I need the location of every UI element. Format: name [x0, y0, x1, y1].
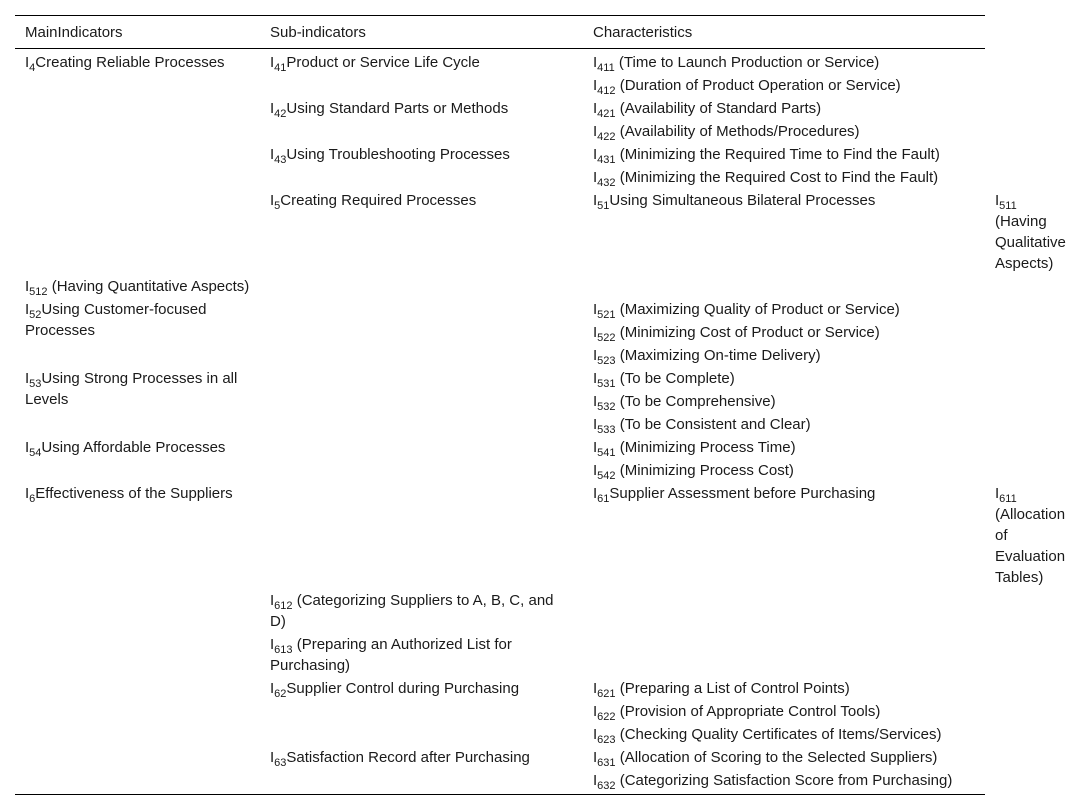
characteristic-cell-code: $I_{532}$ — [593, 393, 616, 413]
header-row — [15, 16, 985, 49]
sub-indicator-cell — [583, 189, 985, 298]
main-indicator-cell — [15, 49, 260, 276]
sub-indicator-cell-text: Satisfaction Record after Purchasing — [286, 749, 530, 766]
characteristic-cell-code: $I_{631}$ — [593, 749, 616, 769]
characteristic-cell-code: $I_{622}$ — [593, 703, 616, 723]
sub-indicator-cell-text: Using Troubleshooting Processes — [286, 146, 510, 163]
characteristic-cell-code: $I_{521}$ — [593, 301, 616, 321]
main-indicator-cell-code: $I_6$ — [25, 485, 36, 505]
table-row — [15, 49, 985, 75]
characteristic-cell-code-subscript: 522 — [597, 332, 616, 344]
characteristic-cell-text: (To be Complete) — [615, 370, 735, 387]
sub-indicator-cell-code: $I_{53}$ — [25, 370, 42, 390]
main-indicator-cell-code-subscript: 6 — [29, 493, 36, 505]
characteristic-cell-code: $I_{612}$ — [270, 592, 293, 612]
characteristic-cell-text: (Maximizing On-time Delivery) — [615, 347, 821, 364]
characteristic-cell-code-subscript: 612 — [274, 600, 293, 612]
characteristic-cell-text: (Allocation of Evaluation Tables) — [995, 506, 1066, 586]
main-indicator-cell-text: Effectiveness of the Suppliers — [35, 485, 233, 502]
characteristic-cell-code-subscript: 621 — [597, 688, 616, 700]
sub-indicator-cell — [260, 746, 583, 795]
characteristic-cell-text: (Preparing a List of Control Points) — [615, 680, 850, 697]
characteristic-cell — [583, 413, 985, 436]
characteristic-cell-code: $I_{523}$ — [593, 347, 616, 367]
characteristic-cell-code-subscript: 532 — [597, 401, 616, 413]
indicators-table — [15, 15, 1066, 795]
characteristic-cell-code: $I_{512}$ — [25, 278, 48, 298]
characteristic-cell-text: (Preparing an Authorized List for Purchasing) — [270, 636, 512, 674]
characteristic-cell-text: (Time to Launch Production or Service) — [614, 54, 880, 71]
characteristic-cell-text: (Having Qualitative Aspects) — [995, 213, 1066, 272]
sub-indicator-cell-code-subscript: 62 — [274, 688, 287, 700]
sub-indicator-cell-code-subscript: 53 — [29, 378, 42, 390]
characteristic-cell-text: (Minimizing Process Time) — [615, 439, 796, 456]
sub-indicator-cell-code: $I_{52}$ — [25, 301, 42, 321]
sub-indicator-cell-code: $I_{51}$ — [593, 192, 610, 212]
sub-indicator-cell-text: Supplier Assessment before Purchasing — [609, 485, 876, 502]
sub-indicator-cell — [260, 49, 583, 98]
sub-indicator-cell-text: Product or Service Life Cycle — [286, 54, 480, 71]
main-indicator-cell — [260, 189, 583, 589]
characteristic-cell — [583, 723, 985, 746]
characteristic-cell — [260, 589, 583, 633]
characteristic-cell-text: (To be Consistent and Clear) — [615, 416, 811, 433]
characteristic-cell — [583, 298, 985, 321]
sub-indicator-cell-text: Using Customer-focused Processes — [25, 301, 207, 339]
sub-indicator-cell — [15, 298, 260, 367]
characteristic-cell-text: (Duration of Product Operation or Service) — [615, 77, 901, 94]
characteristic-cell-code: $I_{412}$ — [593, 77, 616, 97]
characteristic-cell-code: $I_{613}$ — [270, 636, 293, 656]
sub-indicator-cell-code-subscript: 54 — [29, 447, 42, 459]
characteristic-cell-code: $I_{522}$ — [593, 324, 616, 344]
characteristic-cell — [583, 344, 985, 367]
sub-indicator-cell-code: $I_{43}$ — [270, 146, 287, 166]
characteristic-cell — [583, 390, 985, 413]
main-indicator-cell-code: $I_4$ — [25, 54, 36, 74]
characteristic-cell-text: (Having Quantitative Aspects) — [47, 278, 250, 295]
characteristic-cell-code-subscript: 421 — [597, 108, 616, 120]
characteristic-cell-code-subscript: 411 — [597, 62, 615, 74]
characteristic-cell-text: (Availability of Standard Parts) — [615, 100, 822, 117]
sub-indicator-cell-code-subscript: 63 — [274, 757, 287, 769]
main-indicator-cell-code-subscript: 4 — [29, 62, 36, 74]
characteristic-cell-code: $I_{541}$ — [593, 439, 616, 459]
sub-indicator-cell — [260, 143, 583, 189]
characteristic-cell — [583, 97, 985, 120]
characteristic-cell — [583, 49, 985, 75]
characteristic-cell-code: $I_{431}$ — [593, 146, 616, 166]
characteristic-cell-code-subscript: 431 — [597, 154, 616, 166]
sub-indicator-cell-code: $I_{61}$ — [593, 485, 610, 505]
sub-indicator-cell-code-subscript: 51 — [597, 200, 610, 212]
characteristic-cell-code: $I_{632}$ — [593, 772, 616, 792]
sub-indicator-cell-code: $I_{54}$ — [25, 439, 42, 459]
characteristic-cell — [583, 321, 985, 344]
characteristic-cell — [583, 700, 985, 723]
characteristic-cell-code: $I_{611}$ — [995, 485, 1017, 505]
header-sub-indicators: Sub-indicators — [260, 16, 583, 49]
characteristic-cell-code-subscript: 533 — [597, 424, 616, 436]
sub-indicator-cell-text: Using Standard Parts or Methods — [286, 100, 509, 117]
characteristic-cell-text: (Minimizing Cost of Product or Service) — [615, 324, 880, 341]
main-indicator-cell-text: Creating Reliable Processes — [35, 54, 225, 71]
characteristic-cell-code-subscript: 523 — [597, 355, 616, 367]
sub-indicator-cell — [583, 482, 985, 677]
characteristic-cell-code: $I_{533}$ — [593, 416, 616, 436]
characteristic-cell — [583, 746, 985, 769]
main-indicator-cell-text: Creating Required Processes — [280, 192, 477, 209]
characteristic-cell-text: (Categorizing Suppliers to A, B, C, and D) — [270, 592, 554, 630]
sub-indicator-cell-code: $I_{42}$ — [270, 100, 287, 120]
characteristic-cell-text: (Availability of Methods/Procedures) — [615, 123, 860, 140]
sub-indicator-cell — [15, 367, 260, 436]
sub-indicator-cell-code-subscript: 61 — [597, 493, 610, 505]
characteristic-cell-text: (Minimizing the Required Cost to Find the Fault) — [615, 169, 939, 186]
characteristic-cell-code-subscript: 622 — [597, 711, 616, 723]
characteristic-cell-code: $I_{421}$ — [593, 100, 616, 120]
characteristic-cell-text: (Provision of Appropriate Control Tools) — [615, 703, 881, 720]
characteristic-cell — [583, 769, 985, 795]
characteristic-cell-text: (To be Comprehensive) — [615, 393, 776, 410]
characteristic-cell-code-subscript: 623 — [597, 734, 616, 746]
characteristic-cell-code-subscript: 412 — [597, 85, 616, 97]
sub-indicator-cell-text: Using Strong Processes in all Levels — [25, 370, 238, 408]
characteristic-cell-text: (Minimizing the Required Time to Find the Fault) — [615, 146, 940, 163]
characteristic-cell-code: $I_{411}$ — [593, 54, 615, 74]
characteristic-cell-code: $I_{511}$ — [995, 192, 1017, 212]
sub-indicator-cell — [15, 436, 260, 482]
characteristic-cell-text: (Categorizing Satisfaction Score from Purchasing) — [615, 772, 953, 789]
header-main-indicators: MainIndicators — [15, 16, 260, 49]
characteristic-cell — [583, 120, 985, 143]
sub-indicator-cell-code-subscript: 41 — [274, 62, 287, 74]
characteristic-cell — [583, 74, 985, 97]
characteristic-cell-code-subscript: 512 — [29, 286, 48, 298]
characteristic-cell — [583, 459, 985, 482]
sub-indicator-cell-code: $I_{63}$ — [270, 749, 287, 769]
characteristic-cell-code-subscript: 531 — [597, 378, 616, 390]
characteristic-cell-text: (Checking Quality Certificates of Items/Services) — [615, 726, 942, 743]
characteristic-cell-code-subscript: 511 — [999, 200, 1017, 212]
sub-indicator-cell-code-subscript: 43 — [274, 154, 287, 166]
characteristic-cell-text: (Allocation of Scoring to the Selected Suppliers) — [615, 749, 938, 766]
table-body — [15, 49, 1066, 795]
sub-indicator-cell-code-subscript: 42 — [274, 108, 287, 120]
characteristic-cell-code: $I_{621}$ — [593, 680, 616, 700]
header-characteristics: Characteristics — [583, 16, 985, 49]
sub-indicator-cell — [260, 97, 583, 143]
main-indicator-cell-code-subscript: 5 — [274, 200, 281, 212]
characteristic-cell-text: (Minimizing Process Cost) — [615, 462, 794, 479]
main-indicator-cell — [15, 482, 260, 795]
characteristic-cell — [583, 677, 985, 700]
characteristic-cell — [15, 275, 260, 298]
sub-indicator-cell-code: $I_{62}$ — [270, 680, 287, 700]
characteristic-cell-code: $I_{432}$ — [593, 169, 616, 189]
sub-indicator-cell-text: Using Simultaneous Bilateral Processes — [609, 192, 876, 209]
characteristic-cell — [583, 166, 985, 189]
characteristic-cell — [260, 633, 583, 677]
characteristic-cell-code-subscript: 632 — [597, 780, 616, 792]
sub-indicator-cell-code: $I_{41}$ — [270, 54, 287, 74]
characteristic-cell-code: $I_{623}$ — [593, 726, 616, 746]
sub-indicator-cell-code-subscript: 52 — [29, 309, 42, 321]
sub-indicator-cell-text: Using Affordable Processes — [41, 439, 226, 456]
characteristic-cell — [583, 143, 985, 166]
characteristic-cell-code-subscript: 432 — [597, 177, 616, 189]
characteristic-cell-code-subscript: 613 — [274, 644, 293, 656]
characteristic-cell-code: $I_{422}$ — [593, 123, 616, 143]
characteristic-cell-code-subscript: 521 — [597, 309, 616, 321]
main-indicator-cell-code: $I_5$ — [270, 192, 281, 212]
characteristic-cell-code: $I_{531}$ — [593, 370, 616, 390]
sub-indicator-cell — [260, 677, 583, 746]
characteristic-cell-code-subscript: 422 — [597, 131, 616, 143]
sub-indicator-cell-text: Supplier Control during Purchasing — [286, 680, 520, 697]
characteristic-cell-code-subscript: 542 — [597, 470, 616, 482]
characteristic-cell-code-subscript: 541 — [597, 447, 616, 459]
characteristic-cell-code-subscript: 631 — [597, 757, 616, 769]
characteristic-cell-code: $I_{542}$ — [593, 462, 616, 482]
characteristic-cell-code-subscript: 611 — [999, 493, 1017, 505]
characteristic-cell — [583, 436, 985, 459]
characteristic-cell — [583, 367, 985, 390]
characteristic-cell-text: (Maximizing Quality of Product or Service) — [615, 301, 900, 318]
